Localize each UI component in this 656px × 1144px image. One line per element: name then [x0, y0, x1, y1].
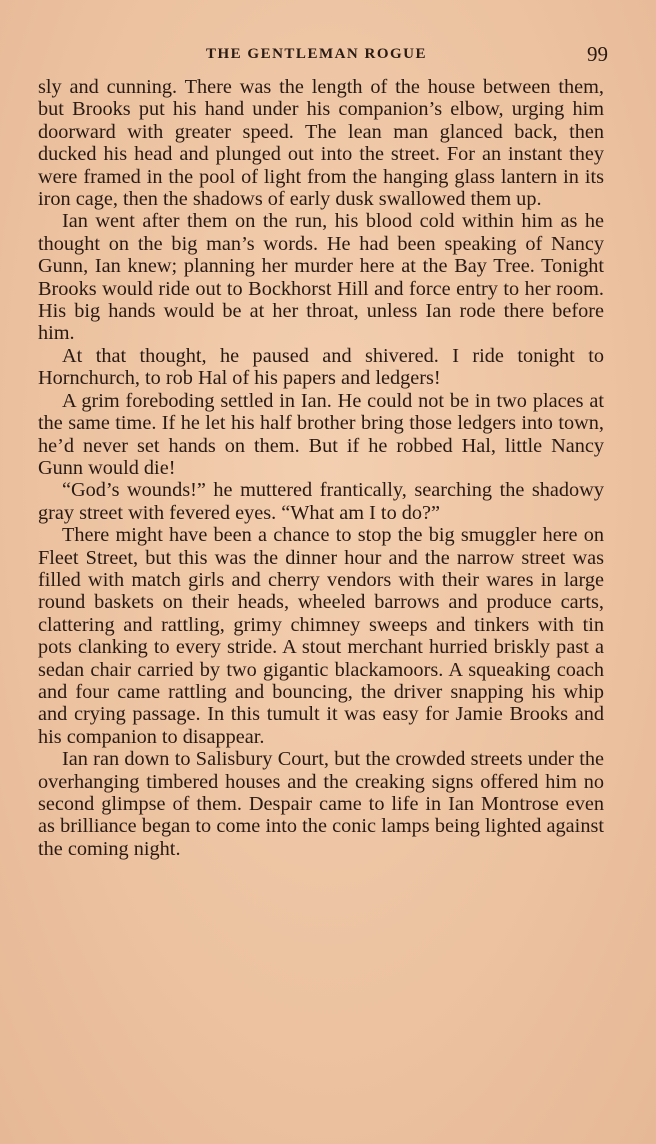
paragraph: sly and cunning. There was the length of the house between them, but Brooks put his hand under his companion’s elbow, urging him doorward with greater speed. The lean man glanced back, then ducked his head and plunged out into the street. For an instant they were framed in the pool of light from the hanging glass lantern in its iron cage, then the shadows of early dusk swallowed them up. [38, 76, 604, 211]
paragraph: Ian ran down to Salisbury Court, but the crowded streets under the overhanging timbered houses and the creaking signs offered him no second glimpse of them. Despair came to life in Ian Montrose even as brilliance began to come into the conic lamps being lighted against the coming night. [38, 748, 604, 860]
running-head: THE GENTLEMAN ROGUE [206, 46, 428, 62]
page-number: 99 [587, 42, 608, 66]
paragraph: There might have been a chance to stop the big smuggler here on Fleet Street, but this was the dinner hour and the narrow street was filled with match girls and cherry vendors with their wares in large round baskets on their heads, wheeled barrows and produce carts, clattering and rattling, grimy chimney sweeps and tinkers with tin pots clanking to every stride. A stout merchant hurried briskly past a sedan chair carried by two gigantic blackamoors. A squeaking coach and four came rattling and bouncing, the driver snapping his whip and crying passage. In this tumult it was easy for Jamie Brooks and his companion to disappear. [38, 524, 604, 748]
paragraph: A grim foreboding settled in Ian. He could not be in two places at the same time. If he let his half brother bring those ledgers into town, he’d never set hands on them. But if he robbed Hal, little Nancy Gunn would die! [38, 389, 604, 479]
page-body [38, 76, 604, 860]
paragraph: “God’s wounds!” he muttered frantically, searching the shadowy gray street with fevered eyes. “What am I to do?” [38, 479, 604, 524]
page-header [36, 42, 608, 70]
paragraph: Ian went after them on the run, his blood cold within him as he thought on the big man’s words. He had been speaking of Nancy Gunn, Ian knew; planning her murder here at the Bay Tree. Tonight Brooks would ride out to Bockhorst Hill and force entry to her room. His big hands would be at her throat, unless Ian rode there before him. [38, 210, 604, 345]
paragraph: At that thought, he paused and shivered. I ride tonight to Hornchurch, to rob Hal of his papers and ledgers! [38, 344, 604, 390]
